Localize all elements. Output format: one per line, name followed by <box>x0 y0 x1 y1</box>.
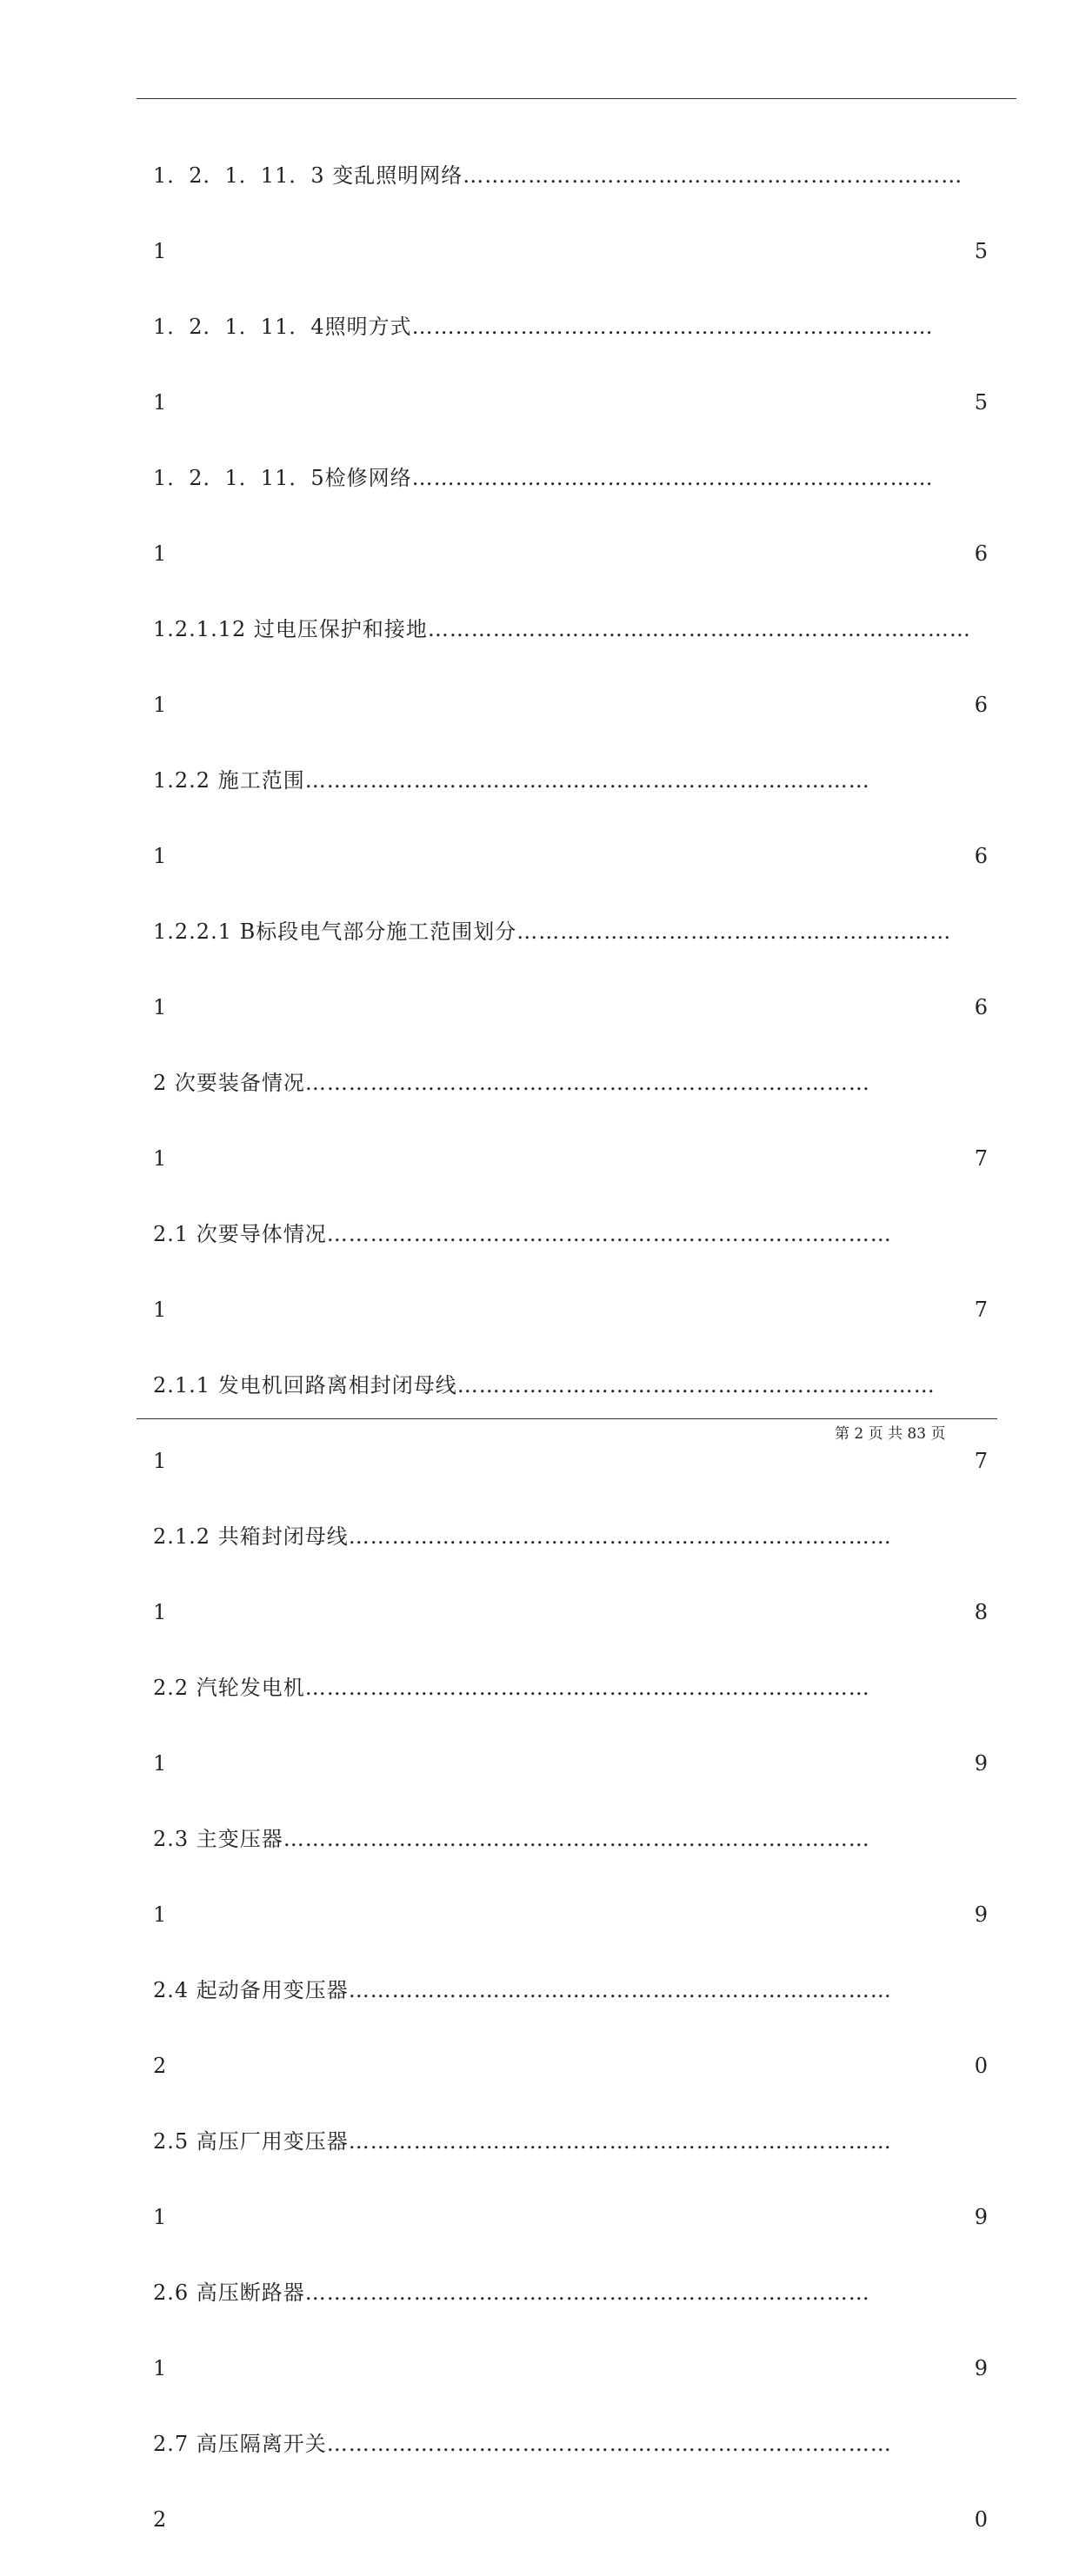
toc-page-digit-right: 9 <box>974 2356 988 2380</box>
toc-leader-dots: …………………………………………………………………… <box>304 1071 870 1095</box>
toc-page-digit-left: 1 <box>153 1449 167 1473</box>
toc-leader-dots: …………………………………………………………………… <box>304 1676 870 1700</box>
toc-page-digit-right: 7 <box>974 1146 988 1171</box>
toc-page-digit-right: 8 <box>974 1600 988 1624</box>
toc-page-digit-right: 9 <box>974 1902 988 1927</box>
toc-heading: 2.4 起动备用变压器 <box>153 1978 349 2002</box>
toc-page-digit-left: 1 <box>153 1298 167 1322</box>
toc-entry[interactable] <box>153 156 988 308</box>
toc-leader-dots: …………………………………………………………………… <box>326 2432 892 2456</box>
toc-entry[interactable] <box>153 1820 988 1971</box>
toc-leader-dots: ………………………………………………………………… <box>427 617 971 641</box>
toc-leader-dots: …………………………………………………………………… <box>304 768 870 793</box>
toc-page-digit-left: 1 <box>153 541 167 566</box>
toc-page-digit-right: 0 <box>974 2507 988 2532</box>
toc-page-digit-right: 6 <box>974 995 988 1019</box>
toc-entry[interactable] <box>153 308 988 459</box>
toc-page-digit-right: 6 <box>974 541 988 566</box>
page-number-footer: 第 2 页 共 83 页 <box>835 1425 946 1443</box>
toc-page-digit-right: 6 <box>974 844 988 868</box>
toc-page-digit-left: 1 <box>153 1146 167 1171</box>
toc-entry[interactable] <box>153 610 988 761</box>
toc-heading: 1．2．1．11．4照明方式 <box>153 315 412 339</box>
toc-leader-dots: …………………………………………………………………… <box>304 2281 870 2305</box>
toc-leader-dots: ……………………………………………………………………… <box>283 1827 870 1851</box>
toc-page-digit-left: 2 <box>153 2054 167 2078</box>
toc-page-digit-left: 1 <box>153 1902 167 1927</box>
toc-leader-dots: …………………………………………………… <box>516 920 952 944</box>
toc-page-digit-right: 7 <box>974 1449 988 1473</box>
toc-heading: 2.6 高压断路器 <box>153 2281 305 2305</box>
toc-entry[interactable] <box>153 913 988 1064</box>
toc-page-digit-right: 9 <box>974 2205 988 2229</box>
toc-heading: 2.1.2 共箱封闭母线 <box>153 1524 349 1549</box>
toc-entry[interactable] <box>153 1517 988 1669</box>
toc-leader-dots: ……………………………………………………………… <box>411 466 934 490</box>
toc-page-digit-right: 6 <box>974 693 988 717</box>
toc-page-digit-left: 1 <box>153 1751 167 1776</box>
toc-page-digit-right: 0 <box>974 2054 988 2078</box>
toc-leader-dots: …………………………………………………………… <box>463 163 963 188</box>
toc-heading: 2.2 汽轮发电机 <box>153 1676 305 1700</box>
toc-heading: 2.3 主变压器 <box>153 1827 283 1851</box>
toc-page-digit-right: 5 <box>974 239 988 263</box>
toc-leader-dots: ………………………………………………………………… <box>348 1524 892 1549</box>
toc-entry[interactable] <box>153 2425 988 2576</box>
toc-heading: 2 次要装备情况 <box>153 1071 305 1095</box>
toc-leader-dots: ……………………………………………………………… <box>411 315 934 339</box>
toc-page-digit-left: 1 <box>153 995 167 1019</box>
toc-entry[interactable] <box>153 2274 988 2425</box>
toc-leader-dots: ………………………………………………………………… <box>348 1978 892 2002</box>
toc-entry[interactable] <box>153 761 988 913</box>
toc-heading: 1.2.2 施工范围 <box>153 768 305 793</box>
toc-heading: 1.2.2.1 B标段电气部分施工范围划分 <box>153 920 517 944</box>
toc-entry[interactable] <box>153 2122 988 2274</box>
toc-heading: 2.5 高压厂用变压器 <box>153 2129 349 2154</box>
toc-page-digit-left: 1 <box>153 693 167 717</box>
toc-heading: 1．2．1．11．5检修网络 <box>153 466 412 490</box>
toc-page-digit-left: 1 <box>153 2205 167 2229</box>
toc-entry[interactable] <box>153 1064 988 1215</box>
toc-entry[interactable] <box>153 459 988 610</box>
toc-page-digit-left: 1 <box>153 239 167 263</box>
toc-page-digit-left: 1 <box>153 2356 167 2380</box>
toc-leader-dots: …………………………………………………………………… <box>326 1222 892 1246</box>
table-of-contents <box>153 156 988 2576</box>
toc-page-digit-left: 1 <box>153 844 167 868</box>
toc-entry[interactable] <box>153 1669 988 1820</box>
footer-rule <box>137 1418 997 1419</box>
toc-heading: 2.1.1 发电机回路离相封闭母线 <box>153 1373 457 1398</box>
toc-entry[interactable] <box>153 1971 988 2122</box>
toc-heading: 2.1 次要导体情况 <box>153 1222 327 1246</box>
toc-page-digit-right: 9 <box>974 1751 988 1776</box>
toc-heading: 1.2.1.12 过电压保护和接地 <box>153 617 428 641</box>
toc-heading: 2.7 高压隔离开关 <box>153 2432 327 2456</box>
toc-entry[interactable] <box>153 1215 988 1366</box>
toc-heading: 1．2．1．11．3 变乱照明网络 <box>153 163 463 188</box>
toc-leader-dots: ………………………………………………………… <box>456 1373 936 1398</box>
toc-page-digit-left: 1 <box>153 1600 167 1624</box>
toc-page-digit-right: 7 <box>974 1298 988 1322</box>
toc-page-digit-right: 5 <box>974 390 988 415</box>
toc-page-digit-left: 2 <box>153 2507 167 2532</box>
toc-page-digit-left: 1 <box>153 390 167 415</box>
header-rule <box>137 98 1016 99</box>
toc-leader-dots: ………………………………………………………………… <box>348 2129 892 2154</box>
